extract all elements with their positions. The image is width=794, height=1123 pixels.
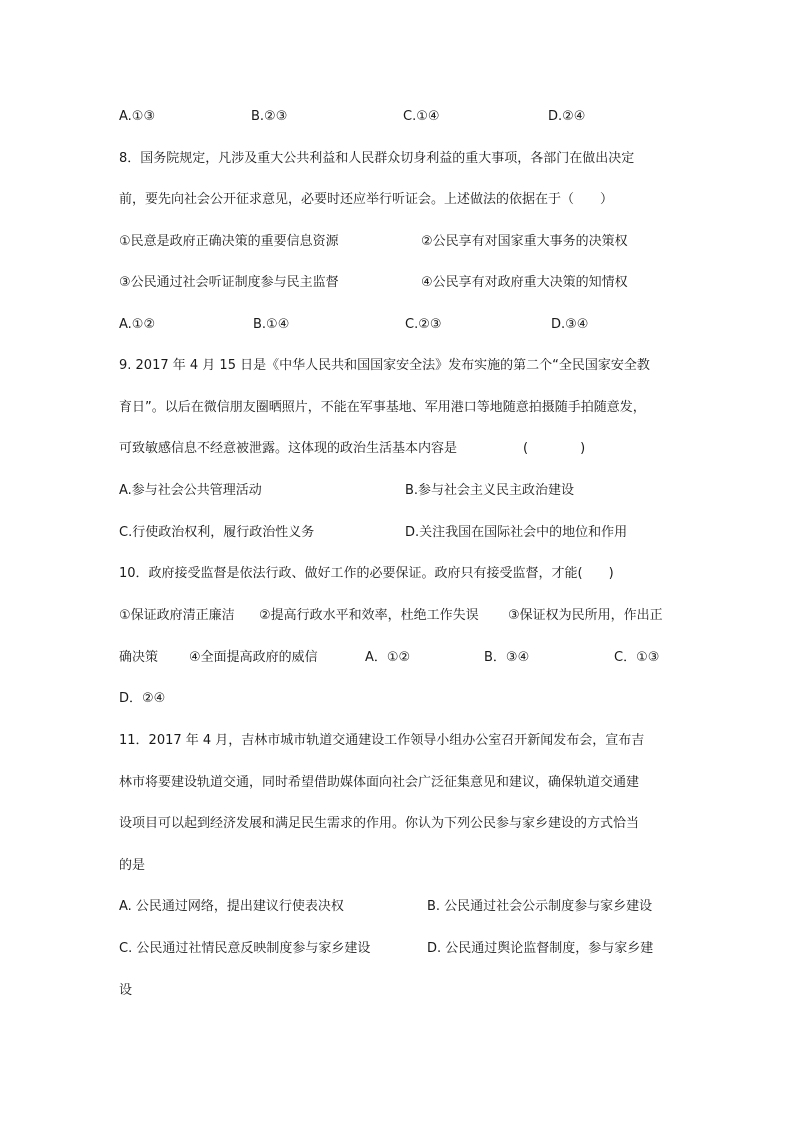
q8-statement-1: ①民意是政府正确决策的重要信息资源 xyxy=(119,234,339,249)
prev-option-b: B.②③ xyxy=(251,109,288,124)
q9-stem-line1: 9. 2017 年 4 月 15 日是《中华人民共和国国家安全法》发布实施的第二个“全民国家安全教 xyxy=(119,358,650,373)
q10-option-a: A．①② xyxy=(365,650,411,665)
q10-option-c: C．①③ xyxy=(614,650,660,665)
q10-stem-line2: 确决策 xyxy=(119,650,159,665)
q8-statement-4: ④公民享有对政府重大决策的知情权 xyxy=(421,275,628,290)
q9-answer-blank: ( ) xyxy=(523,441,586,456)
q11-stem-line2: 林市将要建设轨道交通，同时希望借助媒体面向社会广泛征集意见和建议，确保轨道交通建 xyxy=(119,775,640,790)
q10-option-d: D．②④ xyxy=(119,691,166,706)
q8-option-a: A.①② xyxy=(119,317,156,332)
q11-option-d: D. 公民通过舆论监督制度，参与家乡建 xyxy=(427,941,654,956)
q10-statement-3: ③保证权为民所用，作出正 xyxy=(508,608,663,623)
q11-option-b: B. 公民通过社会公示制度参与家乡建设 xyxy=(427,899,653,914)
q8-statement-3: ③公民通过社会听证制度参与民主监督 xyxy=(119,275,339,290)
q10-stem-line1: 10．政府接受监督是依法行政、做好工作的必要保证。政府只有接受监督，才能( ) xyxy=(119,566,614,581)
q11-stem-line3: 设项目可以起到经济发展和满足民生需求的作用。你认为下列公民参与家乡建设的方式恰当 xyxy=(119,816,640,831)
q10-statement-4: ④全面提高政府的威信 xyxy=(189,650,318,665)
prev-option-c: C.①④ xyxy=(403,109,440,124)
q11-stem-line4: 的是 xyxy=(119,858,146,873)
q11-option-c: C. 公民通过社情民意反映制度参与家乡建设 xyxy=(119,941,371,956)
q8-option-b: B.①④ xyxy=(253,317,290,332)
prev-option-a: A.①③ xyxy=(119,109,156,124)
q8-stem-line1: 8．国务院规定，凡涉及重大公共利益和人民群众切身利益的重大事项，各部门在做出决定 xyxy=(119,151,635,166)
q10-statement-1: ①保证政府清正廉洁 xyxy=(119,608,235,623)
q8-statement-2: ②公民享有对国家重大事务的决策权 xyxy=(421,234,628,249)
q10-option-b: B．③④ xyxy=(484,650,530,665)
q11-option-d-continued: 设 xyxy=(119,983,133,998)
q8-option-c: C.②③ xyxy=(405,317,442,332)
q8-stem-line2: 前，要先向社会公开征求意见，必要时还应举行听证会。上述做法的依据在于（ ） xyxy=(119,192,614,207)
q9-stem-line2: 育日”。以后在微信朋友圈晒照片，不能在军事基地、军用港口等地随意拍摄随手拍随意发， xyxy=(119,400,646,415)
q9-option-b: B.参与社会主义民主政治建设 xyxy=(405,483,575,498)
q9-option-a: A.参与社会公共管理活动 xyxy=(119,483,262,498)
q8-option-d: D.③④ xyxy=(551,317,589,332)
q11-option-a: A. 公民通过网络，提出建议行使表决权 xyxy=(119,899,344,914)
prev-option-d: D.②④ xyxy=(548,109,586,124)
q10-statement-2: ②提高行政水平和效率，杜绝工作失误 xyxy=(259,608,479,623)
q9-option-c: C.行使政治权利，履行政治性义务 xyxy=(119,525,315,540)
q11-stem-line1: 11．2017 年 4 月，吉林市城市轨道交通建设工作领导小组办公室召开新闻发布会，宣布吉 xyxy=(119,733,645,748)
q9-option-d: D.关注我国在国际社会中的地位和作用 xyxy=(405,525,628,540)
q9-stem-line3: 可致敏感信息不经意被泄露。这体现的政治生活基本内容是 xyxy=(119,441,458,456)
